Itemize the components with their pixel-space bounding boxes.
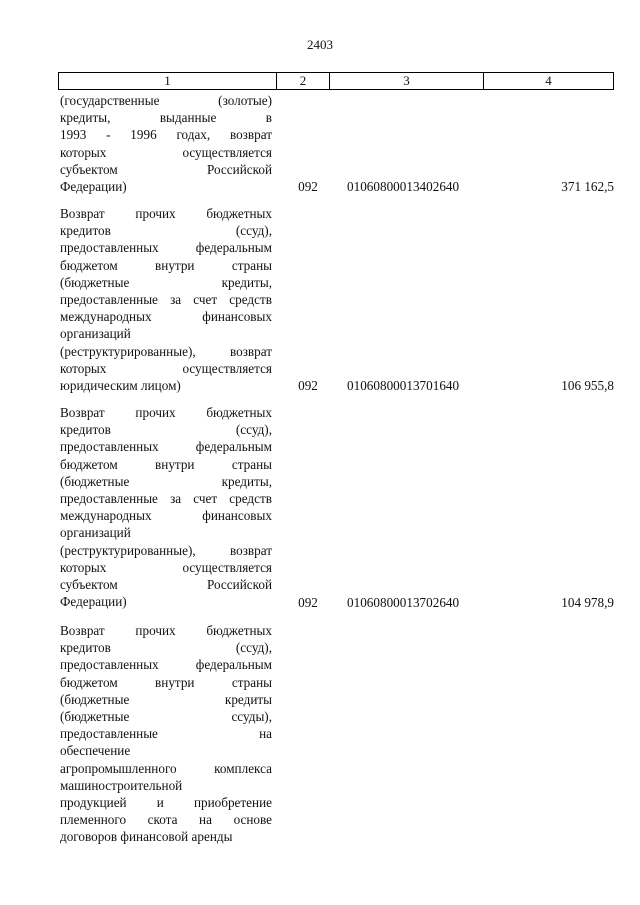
description-line: предоставленных федеральным bbox=[60, 657, 272, 673]
description-line: договоров финансовой аренды bbox=[60, 829, 233, 845]
description-line: обеспечение bbox=[60, 743, 131, 759]
description-line: 1993 - 1996 годах, возврат bbox=[60, 127, 272, 143]
description-line: которых осуществляется bbox=[60, 559, 272, 575]
column-header-4: 4 bbox=[545, 73, 552, 88]
description-line: которых осуществляется bbox=[60, 144, 272, 160]
description-line: предоставленные за счет средств bbox=[60, 490, 272, 506]
description-line: организаций bbox=[60, 326, 131, 342]
description-line: которых осуществляется bbox=[60, 360, 272, 376]
description-line: (государственные (золотые) bbox=[60, 93, 272, 108]
description-line: предоставленных федеральным bbox=[60, 240, 272, 256]
description-line: (бюджетные ссуды), bbox=[60, 708, 272, 724]
column-header-2: 2 bbox=[277, 73, 330, 89]
amount: 371 162,5 bbox=[561, 179, 614, 194]
amount: 106 955,8 bbox=[561, 378, 614, 393]
admin-code: 092 bbox=[298, 179, 318, 194]
page-number: 2403 bbox=[307, 37, 333, 52]
description-line: Возврат прочих бюджетных bbox=[60, 206, 272, 221]
description-line: предоставленных федеральным bbox=[60, 439, 272, 455]
row-description bbox=[60, 205, 272, 394]
description-line: (бюджетные кредиты, bbox=[60, 274, 272, 290]
admin-code: 092 bbox=[298, 378, 318, 393]
budget-classification-code: 01060800013701640 bbox=[347, 378, 460, 393]
description-line: бюджетом внутри страны bbox=[60, 456, 272, 472]
description-line: субъектом Российской bbox=[60, 161, 272, 177]
description-line: (бюджетные кредиты, bbox=[60, 473, 272, 489]
row-description bbox=[60, 404, 272, 610]
row-description bbox=[60, 622, 272, 845]
description-line: Федерации) bbox=[60, 178, 127, 194]
description-line: бюджетом внутри страны bbox=[60, 674, 272, 690]
description-line: организаций bbox=[60, 525, 131, 541]
row-description bbox=[60, 92, 272, 195]
description-line: Возврат прочих бюджетных bbox=[60, 405, 272, 420]
column-header-1: 1 bbox=[59, 73, 277, 89]
column-header-3: 3 bbox=[330, 73, 484, 89]
description-line: бюджетом внутри страны bbox=[60, 257, 272, 273]
description-line: предоставленные за счет средств bbox=[60, 291, 272, 307]
budget-classification-code: 01060800013402640 bbox=[347, 179, 460, 194]
description-line: (бюджетные кредиты bbox=[60, 691, 272, 707]
description-line: (реструктурированные), возврат bbox=[60, 343, 272, 359]
description-line: кредиты, выданные в bbox=[60, 110, 272, 126]
description-line: кредитов (ссуд), bbox=[60, 223, 272, 239]
description-line: машиностроительной bbox=[60, 777, 183, 793]
description-line: субъектом Российской bbox=[60, 576, 272, 592]
description-line: международных финансовых bbox=[60, 508, 272, 524]
amount: 104 978,9 bbox=[561, 595, 614, 610]
description-line: Федерации) bbox=[60, 594, 127, 610]
description-line: Возврат прочих бюджетных bbox=[60, 623, 272, 638]
description-line: предоставленные на bbox=[60, 726, 272, 742]
budget-classification-code: 01060800013702640 bbox=[347, 595, 460, 610]
description-line: кредитов (ссуд), bbox=[60, 640, 272, 656]
description-line: кредитов (ссуд), bbox=[60, 422, 272, 438]
admin-code: 092 bbox=[298, 595, 318, 610]
description-line: юридическим лицом) bbox=[60, 377, 181, 393]
description-line: международных финансовых bbox=[60, 309, 272, 325]
column-header-row bbox=[58, 72, 614, 90]
description-line: (реструктурированные), возврат bbox=[60, 542, 272, 558]
description-line: продукцией и приобретение bbox=[60, 794, 272, 810]
description-line: агропромышленного комплекса bbox=[60, 760, 272, 776]
description-line: племенного скота на основе bbox=[60, 812, 272, 828]
